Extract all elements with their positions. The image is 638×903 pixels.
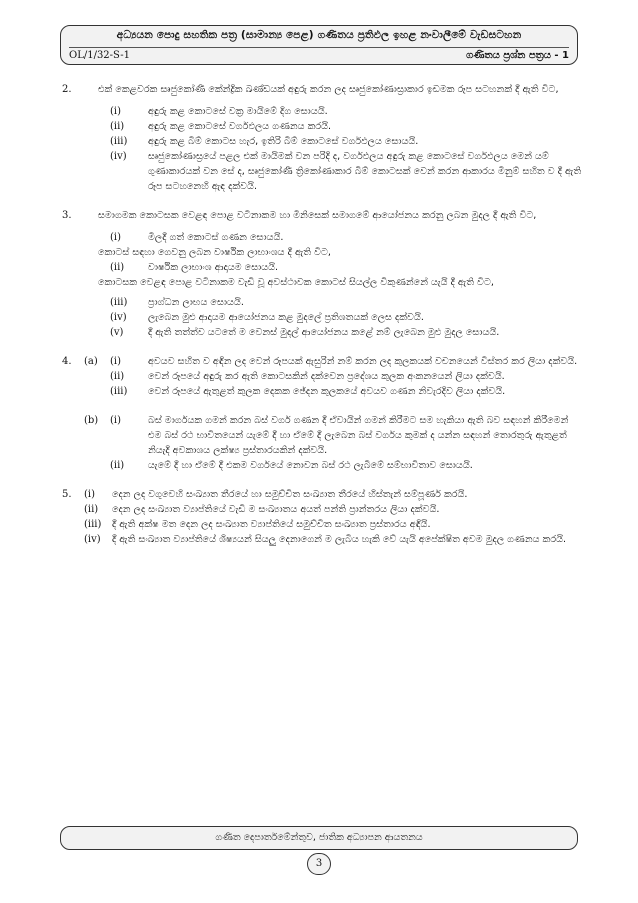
sub-label: (ii) (110, 371, 125, 382)
sub-text: දී ඇති අක්ෂ මත දෙන ලද සංඛ්‍යාත ව්‍යාප්තියේ සමුච්චිත සංඛ්‍යාත ප්‍රස්තාරය අඳියි. (112, 519, 431, 530)
sub-item (62, 502, 582, 517)
question-stem: එක් කෙළවරක සෘජුකෝණී කේන්ද්‍රික ඛණ්ඩයක් අඳුරු කරන ලද සෘජුකෝණාස්‍රාකාර ඉඩමක රූප සටහනක් දී ඇති විට, (98, 84, 559, 95)
sub-label: (i) (110, 106, 122, 117)
sub-text: සෘජුකෝණාස්‍රයේ පළල එක් මායිමක් වන පරිදි ද, වර්ගඵලය අඳුරු කළ කොටසේ වර්ගඵලය මෙන් යම් ගුණාකාරයක් වන සේ ද, සෘජුකෝණී ත්‍රිකෝණාකාර බිම් කොටසක් වෙන් කරන ආකාරය මිනුම් සහිත ව දී ඇති රූප සටහනෙහි ඇඳ දක්වයි. (148, 151, 582, 192)
sub-text: අඳුරු කළ කොටසේ වර්ගඵලය ගණනය කරයි. (148, 121, 332, 132)
sub-label: (i) (84, 489, 96, 500)
sub-label: (iv) (110, 312, 127, 323)
sub-item (98, 354, 582, 369)
sub-item (98, 413, 582, 458)
sub-label: (i) (110, 232, 122, 243)
sub-item (98, 384, 582, 399)
question-context: කොටසක වෙළඳ පොළ වටිනාකම වැඩි වූ අවස්ථාවක කොටස් සියල්ල විකුණන්නේ යැයි දී ඇති විට, (98, 277, 494, 288)
page-number: 3 (307, 853, 331, 875)
question-context: කොටස් සඳහා ගෙවනු ලබන වාර්ෂික ලාභාංශය දී ඇති විට, (98, 247, 331, 258)
sub-label: (v) (110, 327, 124, 338)
sub-text: ප්‍රාග්ධන ලාභය සොයයි. (148, 297, 244, 308)
sub-item (98, 104, 582, 119)
sub-text: දෙන ලද සංඛ්‍යාත ව්‍යාප්තියේ වැඩි ම සංඛ්‍යාතය අයත් පන්ති ප්‍රාන්තරය ලියා දක්වයි. (112, 504, 440, 515)
sub-item (62, 487, 582, 502)
page-footer: ගණිත දෙපාර්තමේන්තුව, ජාතික අධ්‍යාපන ආයතනය (60, 826, 578, 850)
sub-label: (iv) (110, 151, 127, 162)
sub-item (98, 260, 582, 275)
questions-content (62, 82, 582, 561)
sub-text: බස් මාර්ගයක ගමන් කරන බස් වර්ග ගණන දී ඒවායින් ගමන් කිරීමට සම හැකියා ඇති බව සඳහන් කිරීමෙන් එම බස් රථ භාවිතයෙන් යැමේ දී හා ඒමේ දී ලැබෙන බස් වර්ගය කුමක් ද යන්න සඳහන් තොරතුරු ඇතුළත් නියැදි අවකාශය ලක්ෂ්‍ය ප්‍රස්තාරයකින් දක්වයි. (148, 415, 569, 456)
sub-item (98, 149, 582, 194)
sub-item (98, 134, 582, 149)
header-subrow (69, 47, 569, 64)
sub-label: (i) (110, 415, 122, 426)
sub-item (62, 517, 582, 532)
sub-item (98, 310, 582, 325)
sub-label: (iii) (110, 386, 128, 397)
question-number: 5. (62, 489, 72, 500)
question-number: 4. (62, 356, 72, 367)
question-3 (62, 208, 582, 340)
sub-item (98, 295, 582, 310)
part-label: (b) (84, 415, 99, 426)
question-5 (62, 487, 582, 547)
sub-text: වාර්ෂික ලාභාංශ ආදායම සොයයි. (148, 262, 279, 273)
part-label: (a) (84, 356, 98, 367)
sub-text: වෙන් රූපයේ ඇතුළත් කුලක දෙකක ඡේදන කුලකයේ අවයව ගණන නිවැරදිව ලියා දක්වයි. (148, 386, 506, 397)
page-header (60, 25, 578, 65)
sub-text: දී ඇති සංඛ්‍යාත ව්‍යාප්තියේ ශිෂ්‍යයන් සියලු දෙනාගෙන් ම ලැබිය හැකි වේ යැයි අපේක්ෂිත අවම මුදල ගණනය කරයි. (112, 534, 567, 545)
sub-label: (ii) (84, 504, 99, 515)
sub-item (98, 369, 582, 384)
sub-label: (i) (110, 356, 122, 367)
sub-item (98, 325, 582, 340)
paper-label: ගණිතය ප්‍රශ්න පත්‍රය - 1 (466, 50, 569, 61)
sub-label: (iv) (84, 534, 101, 545)
sub-text: දෙන ලද වගුවෙහි සංඛ්‍යාත තීරයේ හා සමුච්චිත සංඛ්‍යාත තීරයේ හිස්තැන් සම්පූර්ණ කරයි. (112, 489, 468, 500)
header-title: අධ්‍යයන පොදු සහතික පත්‍ර (සාමාන්‍ය පෙළ) ගණිතය ප්‍රතිඵල ඉහළ නංවාලීමේ වැඩසටහන (116, 29, 522, 41)
sub-text: දී ඇති තත්ත්ව යටතේ ම වෙනස් මුදල් ආයෝජනය කළේ නම් ලැබෙන මුළු මුදල සොයයි. (148, 327, 500, 338)
sub-label: (iii) (84, 519, 102, 530)
sub-label: (ii) (110, 121, 125, 132)
question-2 (62, 82, 582, 194)
sub-item (98, 458, 582, 473)
sub-text: අවයව සහිත ව අඳින ලද වෙන් රූපයක් ඇසුරින් නම් කරන ලද කුලකයක් වචනයෙන් විස්තර කර ලියා දක්වයි. (148, 356, 578, 367)
sub-text: යැමේ දී හා ඒමේ දී එකම වර්ගයේ නොවන බස් රථ ලැබීමේ සම්භාවිතාව සොයයි. (148, 460, 473, 471)
question-stem: සමාගමක කොටසක වෙළඳ පොළ වටිනාකම හා මිනිසෙක් සමාගමේ ආයෝජනය කරනු ලබන මුදල දී ඇති විට, (98, 210, 537, 221)
sub-text: ලැබෙන මුළු ආදායම ආයෝජනය කළ මුදලේ ප්‍රතිශතයක් ලෙස දක්වයි. (148, 312, 424, 323)
sub-text: අඳුරු කළ බිම් කොටස හැර, ඉතිරි බිම් කොටසේ වර්ගඵලය සොයයි. (148, 136, 419, 147)
sub-label: (ii) (110, 262, 125, 273)
question-4 (62, 354, 582, 473)
sub-label: (iii) (110, 297, 128, 308)
sub-item (98, 119, 582, 134)
sub-text: වෙන් රූපයේ අඳුරු කර ඇති කොටසකින් දක්වෙන ප්‍රදේශය කුලක අංකනයෙන් ලියා දක්වයි. (148, 371, 505, 382)
sub-item (98, 230, 582, 245)
sub-label: (iii) (110, 136, 128, 147)
question-number: 3. (62, 210, 72, 221)
paper-code: OL/1/32-S-1 (69, 50, 131, 61)
question-number: 2. (62, 84, 72, 95)
part-b (62, 413, 582, 473)
sub-text: මිලදී ගත් කොටස් ගණන සොයයි. (148, 232, 284, 243)
sub-text: අඳුරු කළ කොටසේ වක්‍ර මායිමේ දිග සොයයි. (148, 106, 328, 117)
sub-item (62, 532, 582, 547)
sub-label: (ii) (110, 460, 125, 471)
